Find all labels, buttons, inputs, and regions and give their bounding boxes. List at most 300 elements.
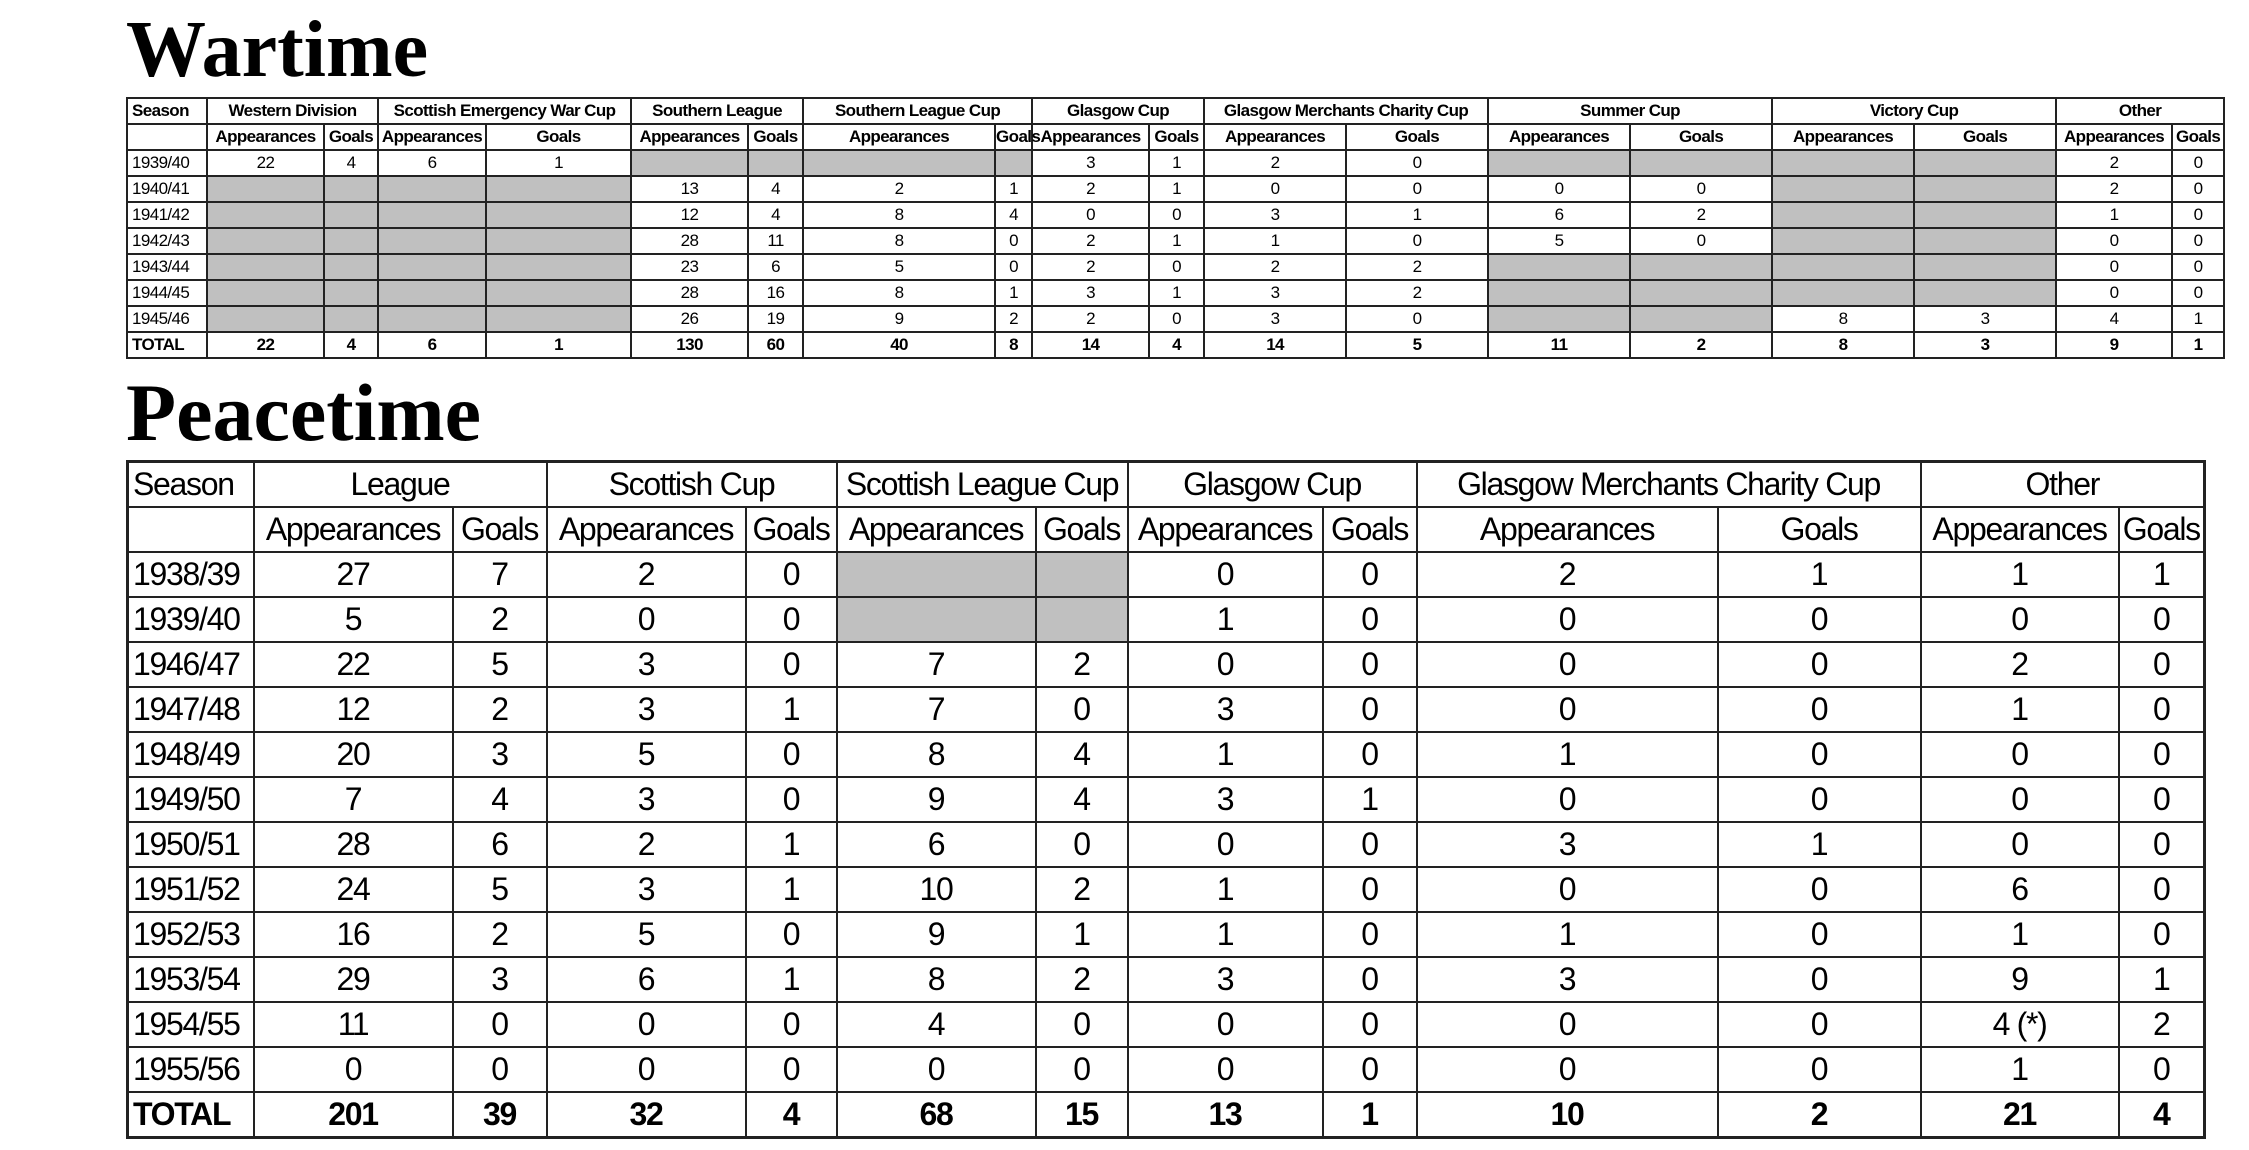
peacetime-header-scottish-league-cup: Scottish League Cup [837, 462, 1128, 508]
wartime-heading: Wartime [126, 6, 429, 94]
blank-cell [1630, 306, 1772, 332]
blank-cell [1914, 254, 2056, 280]
appearances-cell: 0 [1417, 687, 1718, 732]
goals-cell: 0 [1323, 1047, 1417, 1092]
goals-cell: 0 [1718, 912, 1921, 957]
blank-cell [1772, 228, 1914, 254]
appearances-cell: 9 [1921, 957, 2119, 1002]
season-cell: 1938/39 [128, 552, 254, 597]
goals-cell: 2 [2119, 1002, 2205, 1047]
goals-cell: 4 [748, 176, 803, 202]
goals-cell: 4 [746, 1092, 837, 1138]
goals-cell: 15 [1036, 1092, 1128, 1138]
appearances-cell: 3 [547, 777, 746, 822]
appearances-cell: 6 [1488, 202, 1630, 228]
subheader-goals: Goals [1346, 124, 1488, 150]
goals-cell: 1 [1718, 552, 1921, 597]
blank-cell [995, 150, 1032, 176]
appearances-cell: 3 [1204, 306, 1346, 332]
season-cell: TOTAL [127, 332, 207, 358]
season-cell: 1951/52 [128, 867, 254, 912]
subheader-appearances: Appearances [837, 507, 1036, 552]
goals-cell: 1 [1149, 280, 1204, 306]
goals-cell: 0 [1036, 687, 1128, 732]
appearances-cell: 0 [1921, 777, 2119, 822]
goals-cell: 0 [1346, 228, 1488, 254]
appearances-cell: 4 (*) [1921, 1002, 2119, 1047]
goals-cell: 0 [1630, 228, 1772, 254]
table-row [128, 552, 2205, 597]
season-cell: 1944/45 [127, 280, 207, 306]
goals-cell: 0 [2119, 867, 2205, 912]
peacetime-table [126, 460, 2206, 1139]
goals-cell: 4 [453, 777, 547, 822]
goals-cell: 11 [748, 228, 803, 254]
goals-cell: 0 [2172, 176, 2224, 202]
goals-cell: 6 [748, 254, 803, 280]
wartime-header-summer-cup: Summer Cup [1488, 98, 1772, 124]
peacetime-header-season: Season [128, 462, 254, 508]
table-row [127, 228, 2224, 254]
season-cell: 1952/53 [128, 912, 254, 957]
goals-cell: 1 [746, 957, 837, 1002]
goals-cell: 3 [1914, 332, 2056, 358]
goals-cell: 2 [1036, 642, 1128, 687]
blank-cell [1772, 254, 1914, 280]
goals-cell: 4 [324, 150, 378, 176]
goals-cell: 1 [2172, 332, 2224, 358]
goals-cell: 0 [2119, 1047, 2205, 1092]
appearances-cell: 0 [254, 1047, 453, 1092]
goals-cell: 4 [1149, 332, 1204, 358]
subheader-goals: Goals [2172, 124, 2224, 150]
subheader-goals: Goals [995, 124, 1032, 150]
appearances-cell: 3 [1417, 957, 1718, 1002]
goals-cell: 0 [746, 597, 837, 642]
goals-cell: 2 [453, 687, 547, 732]
appearances-cell: 23 [631, 254, 748, 280]
season-cell: 1943/44 [127, 254, 207, 280]
appearances-cell: 7 [837, 642, 1036, 687]
subheader-appearances: Appearances [1204, 124, 1346, 150]
appearances-cell: 1 [1921, 1047, 2119, 1092]
subheader-appearances: Appearances [631, 124, 748, 150]
goals-cell: 60 [748, 332, 803, 358]
blank-cell [324, 228, 378, 254]
goals-cell: 0 [995, 254, 1032, 280]
subheader-appearances: Appearances [1488, 124, 1630, 150]
wartime-header-glasgow-merchants-charity-cup: Glasgow Merchants Charity Cup [1204, 98, 1488, 124]
goals-cell: 1 [2119, 957, 2205, 1002]
goals-cell: 0 [1718, 867, 1921, 912]
subheader-goals: Goals [486, 124, 631, 150]
goals-cell: 39 [453, 1092, 547, 1138]
appearances-cell: 130 [631, 332, 748, 358]
blank-cell [486, 202, 631, 228]
blank-cell [837, 597, 1036, 642]
season-cell: 1939/40 [128, 597, 254, 642]
season-cell: 1955/56 [128, 1047, 254, 1092]
blank-cell [1488, 150, 1630, 176]
table-row [128, 687, 2205, 732]
subheader-goals: Goals [324, 124, 378, 150]
blank-cell [1488, 254, 1630, 280]
appearances-cell: 9 [837, 777, 1036, 822]
subheader-appearances: Appearances [1921, 507, 2119, 552]
blank-cell [486, 176, 631, 202]
goals-cell: 0 [2119, 732, 2205, 777]
wartime-header-victory-cup: Victory Cup [1772, 98, 2056, 124]
appearances-cell: 8 [837, 957, 1036, 1002]
appearances-cell: 6 [378, 150, 486, 176]
appearances-cell: 7 [254, 777, 453, 822]
season-cell: 1949/50 [128, 777, 254, 822]
blank-cell [631, 150, 748, 176]
appearances-cell: 14 [1032, 332, 1149, 358]
wartime-header-glasgow-cup: Glasgow Cup [1032, 98, 1204, 124]
appearances-cell: 0 [1128, 552, 1323, 597]
appearances-cell: 2 [2056, 150, 2172, 176]
goals-cell: 1 [2172, 306, 2224, 332]
appearances-cell: 3 [1128, 687, 1323, 732]
goals-cell: 0 [453, 1002, 547, 1047]
goals-cell: 0 [2172, 280, 2224, 306]
appearances-cell: 5 [1488, 228, 1630, 254]
blank-cell [378, 254, 486, 280]
appearances-cell: 0 [837, 1047, 1036, 1092]
goals-cell: 0 [1718, 687, 1921, 732]
blank-cell [1914, 176, 2056, 202]
goals-cell: 0 [1346, 176, 1488, 202]
subheader-appearances: Appearances [207, 124, 324, 150]
appearances-cell: 7 [837, 687, 1036, 732]
goals-cell: 0 [1323, 912, 1417, 957]
blank-cell [1914, 150, 2056, 176]
goals-cell: 0 [1036, 1002, 1128, 1047]
goals-cell: 0 [2119, 912, 2205, 957]
appearances-cell: 6 [378, 332, 486, 358]
subheader-appearances: Appearances [547, 507, 746, 552]
blank-cell [1488, 280, 1630, 306]
appearances-cell: 22 [207, 150, 324, 176]
goals-cell: 0 [2172, 254, 2224, 280]
goals-cell: 2 [1036, 957, 1128, 1002]
goals-cell: 4 [1036, 777, 1128, 822]
blank-cell [1630, 254, 1772, 280]
appearances-cell: 3 [1204, 280, 1346, 306]
appearances-cell: 1 [1417, 912, 1718, 957]
table-row [128, 822, 2205, 867]
appearances-cell: 0 [1488, 176, 1630, 202]
appearances-cell: 22 [207, 332, 324, 358]
season-cell: 1948/49 [128, 732, 254, 777]
blank-cell [378, 176, 486, 202]
blank-cell [1914, 228, 2056, 254]
table-row [128, 957, 2205, 1002]
goals-cell: 0 [1323, 687, 1417, 732]
goals-cell: 0 [1630, 176, 1772, 202]
appearances-cell: 11 [254, 1002, 453, 1047]
season-cell: 1940/41 [127, 176, 207, 202]
appearances-cell: 28 [254, 822, 453, 867]
peacetime-header-other: Other [1921, 462, 2205, 508]
peacetime-heading: Peacetime [126, 367, 482, 458]
goals-cell: 0 [1323, 642, 1417, 687]
season-cell: 1953/54 [128, 957, 254, 1002]
table-row [128, 867, 2205, 912]
blank-cell [207, 176, 324, 202]
goals-cell: 0 [2119, 597, 2205, 642]
blank-cell [486, 228, 631, 254]
appearances-cell: 3 [1417, 822, 1718, 867]
appearances-cell: 0 [1128, 642, 1323, 687]
appearances-cell: 2 [1921, 642, 2119, 687]
subheader-blank-cell [127, 124, 207, 150]
goals-cell: 2 [453, 912, 547, 957]
appearances-cell: 0 [2056, 254, 2172, 280]
appearances-cell: 4 [2056, 306, 2172, 332]
goals-cell: 0 [2119, 822, 2205, 867]
appearances-cell: 1 [1921, 687, 2119, 732]
subheader-goals: Goals [1914, 124, 2056, 150]
appearances-cell: 1 [1128, 597, 1323, 642]
appearances-cell: 2 [1204, 150, 1346, 176]
wartime-header-scottish-emergency-war-cup: Scottish Emergency War Cup [378, 98, 631, 124]
subheader-appearances: Appearances [254, 507, 453, 552]
subheader-appearances: Appearances [1032, 124, 1149, 150]
appearances-cell: 2 [547, 552, 746, 597]
blank-cell [378, 280, 486, 306]
goals-cell: 0 [1323, 822, 1417, 867]
appearances-cell: 5 [803, 254, 995, 280]
blank-cell [324, 254, 378, 280]
blank-cell [803, 150, 995, 176]
appearances-cell: 0 [1921, 597, 2119, 642]
appearances-cell: 0 [2056, 228, 2172, 254]
goals-cell: 0 [1718, 777, 1921, 822]
wartime-subheader-row [127, 124, 2224, 150]
goals-cell: 6 [453, 822, 547, 867]
appearances-cell: 2 [1032, 228, 1149, 254]
appearances-cell: 0 [1128, 1047, 1323, 1092]
appearances-cell: 1 [1921, 552, 2119, 597]
season-cell: 1942/43 [127, 228, 207, 254]
subheader-appearances: Appearances [1128, 507, 1323, 552]
goals-cell: 0 [453, 1047, 547, 1092]
appearances-cell: 6 [837, 822, 1036, 867]
goals-cell: 0 [1718, 1002, 1921, 1047]
goals-cell: 0 [995, 228, 1032, 254]
appearances-cell: 6 [547, 957, 746, 1002]
appearances-cell: 0 [1128, 1002, 1323, 1047]
goals-cell: 1 [1346, 202, 1488, 228]
blank-cell [378, 306, 486, 332]
blank-cell [324, 306, 378, 332]
goals-cell: 0 [746, 1047, 837, 1092]
appearances-cell: 0 [1417, 777, 1718, 822]
goals-cell: 0 [746, 552, 837, 597]
blank-cell [1914, 202, 2056, 228]
appearances-cell: 12 [631, 202, 748, 228]
goals-cell: 0 [1323, 552, 1417, 597]
goals-cell: 0 [1718, 597, 1921, 642]
wartime-header-season: Season [127, 98, 207, 124]
blank-cell [1036, 552, 1128, 597]
table-row [128, 912, 2205, 957]
season-cell: 1945/46 [127, 306, 207, 332]
appearances-cell: 3 [1204, 202, 1346, 228]
goals-cell: 0 [746, 732, 837, 777]
subheader-appearances: Appearances [1772, 124, 1914, 150]
appearances-cell: 8 [1772, 332, 1914, 358]
goals-cell: 2 [1346, 254, 1488, 280]
goals-cell: 4 [1036, 732, 1128, 777]
goals-cell: 1 [1718, 822, 1921, 867]
wartime-header-other: Other [2056, 98, 2224, 124]
blank-cell [324, 176, 378, 202]
appearances-cell: 0 [547, 1002, 746, 1047]
subheader-appearances: Appearances [1417, 507, 1718, 552]
appearances-cell: 0 [1128, 822, 1323, 867]
season-cell: 1950/51 [128, 822, 254, 867]
goals-cell: 0 [1036, 1047, 1128, 1092]
goals-cell: 0 [1323, 957, 1417, 1002]
goals-cell: 1 [1323, 777, 1417, 822]
season-cell: 1939/40 [127, 150, 207, 176]
blank-cell [1914, 280, 2056, 306]
appearances-cell: 9 [837, 912, 1036, 957]
subheader-goals: Goals [1630, 124, 1772, 150]
blank-cell [486, 280, 631, 306]
appearances-cell: 13 [631, 176, 748, 202]
appearances-cell: 4 [837, 1002, 1036, 1047]
appearances-cell: 0 [1417, 1002, 1718, 1047]
goals-cell: 1 [2119, 552, 2205, 597]
blank-cell [207, 280, 324, 306]
appearances-cell: 0 [1921, 732, 2119, 777]
subheader-goals: Goals [1323, 507, 1417, 552]
goals-cell: 0 [2119, 642, 2205, 687]
appearances-cell: 16 [254, 912, 453, 957]
subheader-blank-cell [128, 507, 254, 552]
goals-cell: 0 [2172, 228, 2224, 254]
table-row [128, 1002, 2205, 1047]
appearances-cell: 1 [1417, 732, 1718, 777]
goals-cell: 0 [1323, 732, 1417, 777]
blank-cell [1772, 202, 1914, 228]
season-cell: TOTAL [128, 1092, 254, 1138]
appearances-cell: 3 [1128, 957, 1323, 1002]
goals-cell: 3 [453, 957, 547, 1002]
goals-cell: 5 [453, 642, 547, 687]
appearances-cell: 2 [1032, 254, 1149, 280]
goals-cell: 2 [1036, 867, 1128, 912]
blank-cell [1772, 150, 1914, 176]
blank-cell [748, 150, 803, 176]
season-cell: 1947/48 [128, 687, 254, 732]
blank-cell [378, 228, 486, 254]
goals-cell: 0 [2172, 150, 2224, 176]
table-row [127, 254, 2224, 280]
goals-cell: 0 [1718, 732, 1921, 777]
peacetime-subheader-row [128, 507, 2205, 552]
appearances-cell: 21 [1921, 1092, 2119, 1138]
goals-cell: 1 [1036, 912, 1128, 957]
appearances-cell: 10 [1417, 1092, 1718, 1138]
blank-cell [837, 552, 1036, 597]
appearances-cell: 13 [1128, 1092, 1323, 1138]
appearances-cell: 0 [1032, 202, 1149, 228]
appearances-cell: 5 [547, 732, 746, 777]
goals-cell: 1 [995, 280, 1032, 306]
appearances-cell: 1 [1128, 867, 1323, 912]
appearances-cell: 8 [837, 732, 1036, 777]
table-row [128, 777, 2205, 822]
appearances-cell: 0 [1417, 642, 1718, 687]
blank-cell [378, 202, 486, 228]
goals-cell: 0 [1718, 642, 1921, 687]
goals-cell: 4 [995, 202, 1032, 228]
goals-cell: 2 [1346, 280, 1488, 306]
appearances-cell: 2 [803, 176, 995, 202]
season-cell: 1954/55 [128, 1002, 254, 1047]
appearances-cell: 3 [1032, 280, 1149, 306]
goals-cell: 0 [746, 912, 837, 957]
blank-cell [324, 202, 378, 228]
subheader-appearances: Appearances [378, 124, 486, 150]
wartime-header-southern-league-cup: Southern League Cup [803, 98, 1032, 124]
appearances-cell: 24 [254, 867, 453, 912]
goals-cell: 4 [324, 332, 378, 358]
blank-cell [1772, 280, 1914, 306]
goals-cell: 3 [1914, 306, 2056, 332]
table-row [128, 1047, 2205, 1092]
total-row [127, 332, 2224, 358]
blank-cell [486, 254, 631, 280]
appearances-cell: 12 [254, 687, 453, 732]
table-row [128, 642, 2205, 687]
appearances-cell: 0 [547, 597, 746, 642]
goals-cell: 5 [1346, 332, 1488, 358]
appearances-cell: 14 [1204, 332, 1346, 358]
season-cell: 1946/47 [128, 642, 254, 687]
appearances-cell: 1 [1128, 732, 1323, 777]
appearances-cell: 8 [803, 228, 995, 254]
goals-cell: 1 [746, 822, 837, 867]
goals-cell: 4 [748, 202, 803, 228]
appearances-cell: 2 [1032, 176, 1149, 202]
subheader-goals: Goals [1149, 124, 1204, 150]
appearances-cell: 11 [1488, 332, 1630, 358]
wartime-header-western-division: Western Division [207, 98, 378, 124]
goals-cell: 1 [1149, 176, 1204, 202]
blank-cell [324, 280, 378, 306]
appearances-cell: 201 [254, 1092, 453, 1138]
peacetime-header-glasgow-cup: Glasgow Cup [1128, 462, 1417, 508]
appearances-cell: 0 [1204, 176, 1346, 202]
table-row [127, 176, 2224, 202]
appearances-cell: 40 [803, 332, 995, 358]
goals-cell: 0 [1323, 597, 1417, 642]
total-row [128, 1092, 2205, 1138]
goals-cell: 7 [453, 552, 547, 597]
goals-cell: 2 [1718, 1092, 1921, 1138]
goals-cell: 0 [1718, 1047, 1921, 1092]
goals-cell: 8 [995, 332, 1032, 358]
appearances-cell: 5 [254, 597, 453, 642]
wartime-header-southern-league: Southern League [631, 98, 803, 124]
wartime-table [126, 97, 2225, 359]
